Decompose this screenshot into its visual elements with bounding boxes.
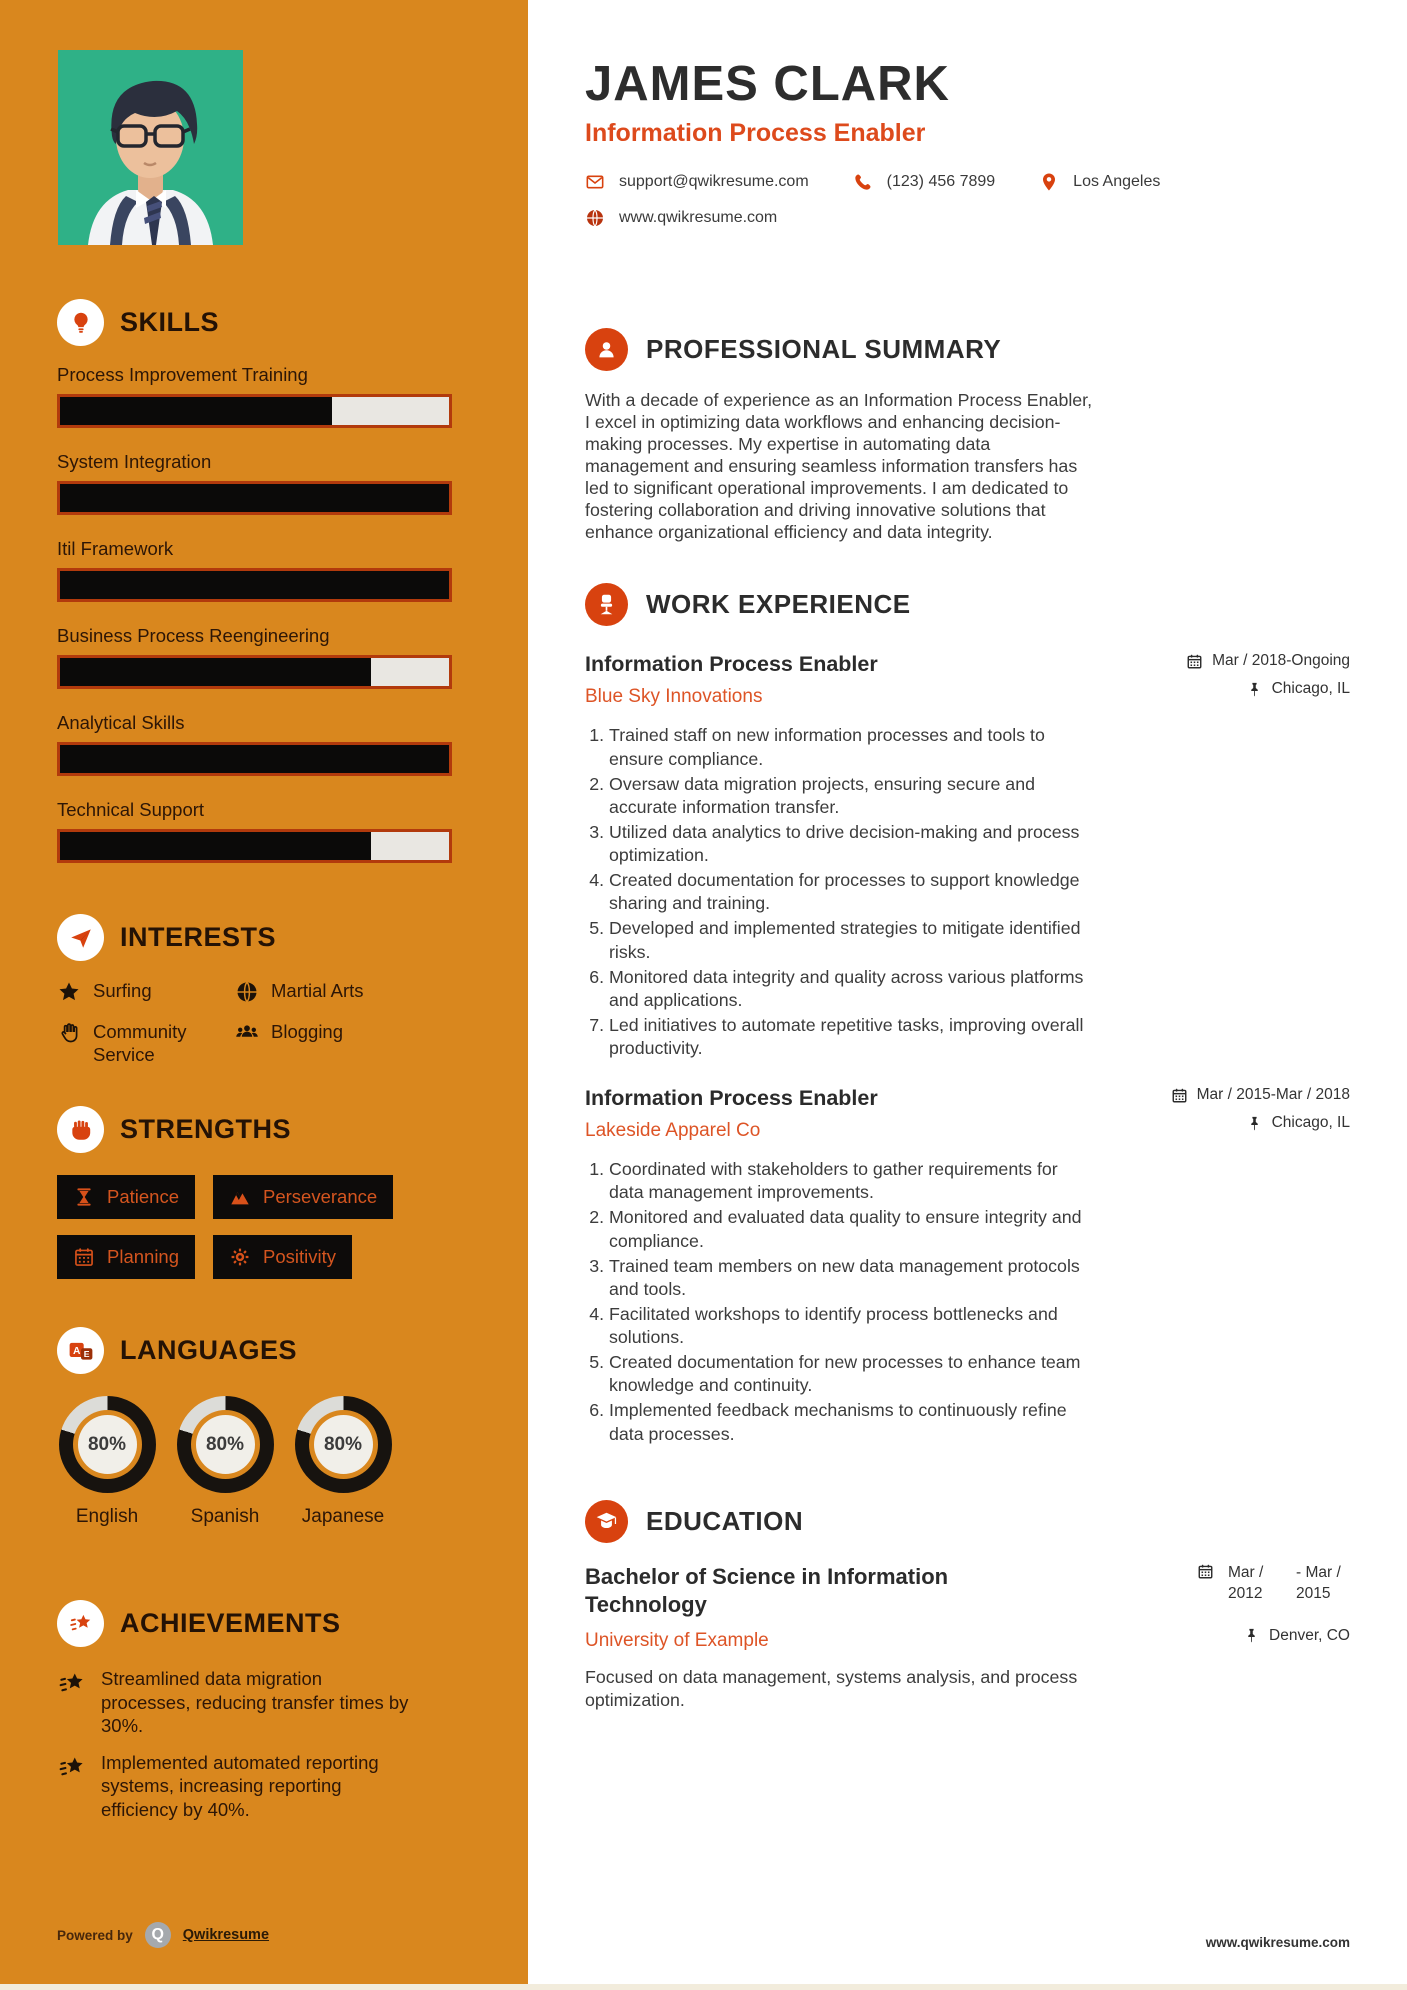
location-text: Los Angeles — [1073, 173, 1161, 190]
shooting-star-icon — [57, 1600, 104, 1647]
skill-item — [57, 625, 452, 689]
strength-badge — [213, 1235, 352, 1279]
job-location: Chicago, IL — [1271, 1114, 1350, 1132]
education-title: EDUCATION — [646, 1505, 804, 1536]
strength-badge — [57, 1235, 195, 1279]
skill-progress-bar — [57, 655, 452, 689]
skill-progress-bar — [57, 568, 452, 602]
strength-icon — [73, 1186, 95, 1208]
skills-list — [57, 364, 452, 863]
job-entry — [585, 1086, 1350, 1446]
strengths-list — [57, 1175, 452, 1279]
bullet-item: 5. Created documentation for new processes to enhance team knowledge and continuity. — [609, 1351, 1090, 1397]
strength-label: Perseverance — [263, 1186, 378, 1208]
lightbulb-icon — [57, 299, 104, 346]
interests-title: INTERESTS — [120, 922, 277, 952]
experience-section — [585, 583, 1350, 1447]
job-date: Mar / 2015-Mar / 2018 — [1196, 1086, 1350, 1104]
shooting-star-dark-icon — [57, 1753, 87, 1783]
skill-item — [57, 451, 452, 515]
education-section — [585, 1500, 1350, 1712]
skill-progress-bar — [57, 829, 452, 863]
job-location: Chicago, IL — [1271, 680, 1350, 698]
experience-title: WORK EXPERIENCE — [646, 589, 911, 620]
job-role: Information Process Enabler — [585, 652, 878, 677]
page-bottom-edge — [0, 1984, 1407, 1990]
interest-item — [235, 979, 452, 1004]
skill-label: Analytical Skills — [57, 712, 185, 733]
language-percent: 80% — [314, 1415, 373, 1474]
pushpin-icon — [1243, 1627, 1260, 1644]
interest-icon — [57, 1021, 81, 1045]
skill-label: Business Process Reengineering — [57, 625, 330, 646]
interest-item — [57, 1020, 235, 1066]
education-date-end: - Mar / 2015 — [1296, 1563, 1341, 1602]
achievement-item — [57, 1667, 452, 1737]
bullet-item: 4. Created documentation for processes to support knowledge sharing and training. — [609, 869, 1090, 915]
strength-label: Planning — [107, 1246, 180, 1268]
globe-icon — [585, 208, 605, 228]
portrait-illustration — [57, 50, 244, 245]
language-donut-chart — [59, 1396, 156, 1493]
email-text[interactable]: support@qwikresume.com — [619, 173, 809, 190]
qwikresume-link[interactable]: Qwikresume — [182, 1927, 270, 1943]
phone-text: (123) 456 7899 — [886, 173, 996, 190]
language-item — [175, 1396, 275, 1528]
interest-icon — [235, 1021, 259, 1045]
bullet-item: 2. Oversaw data migration projects, ensuring secure and accurate information transfer. — [609, 773, 1090, 819]
interest-label: Blogging — [271, 1021, 344, 1042]
languages-list — [57, 1396, 452, 1528]
languages-title: LANGUAGES — [120, 1335, 298, 1366]
language-donut-chart — [295, 1396, 392, 1493]
candidate-name: JAMES CLARK — [585, 57, 950, 111]
office-chair-icon — [585, 583, 628, 626]
calendar-icon — [1186, 653, 1203, 670]
skill-progress-bar — [57, 742, 452, 776]
strength-badge — [57, 1175, 195, 1219]
website-text[interactable]: www.qwikresume.com — [619, 209, 778, 226]
sidebar-footer — [57, 1922, 452, 1948]
job-company: Lakeside Apparel Co — [585, 1120, 761, 1142]
interest-label: Community Service — [93, 1021, 187, 1066]
bullet-item: 3. Trained team members on new data management protocols and tools. — [609, 1255, 1090, 1301]
language-percent: 80% — [196, 1415, 255, 1474]
interest-label: Martial Arts — [271, 980, 364, 1001]
footer-website[interactable]: www.qwikresume.com — [1205, 1935, 1350, 1950]
calendar-icon — [1197, 1563, 1214, 1580]
achievements-list — [57, 1667, 452, 1821]
bullet-item: 3. Utilized data analytics to drive decision-making and process optimization. — [609, 821, 1090, 867]
bullet-item: 5. Developed and implemented strategies to mitigate identified risks. — [609, 917, 1090, 963]
strength-label: Patience — [107, 1186, 179, 1208]
strengths-title: STRENGTHS — [120, 1114, 292, 1145]
skill-label: Process Improvement Training — [57, 364, 308, 385]
envelope-icon — [585, 172, 605, 192]
job-company: Blue Sky Innovations — [585, 686, 763, 708]
education-location: Denver, CO — [1269, 1626, 1350, 1644]
interest-item — [57, 979, 235, 1004]
skills-title: SKILLS — [120, 307, 220, 337]
strength-icon — [229, 1246, 251, 1268]
phone-icon — [853, 172, 873, 192]
skill-progress-bar — [57, 394, 452, 428]
powered-by-label: Powered by — [57, 1927, 133, 1943]
strength-label: Positivity — [263, 1246, 337, 1268]
location-pin-icon — [1039, 172, 1059, 192]
summary-section — [585, 328, 1350, 543]
skill-progress-bar — [57, 481, 452, 515]
education-dates — [1197, 1563, 1350, 1620]
job-bullets — [585, 1158, 1090, 1446]
shooting-star-dark-icon — [57, 1669, 87, 1699]
interests-section — [57, 914, 452, 1066]
interests-list — [57, 979, 452, 1066]
skill-item — [57, 712, 452, 776]
skill-label: System Integration — [57, 451, 212, 472]
summary-title: PROFESSIONAL SUMMARY — [646, 334, 1002, 364]
language-percent: 80% — [78, 1415, 137, 1474]
education-description: Focused on data management, systems analysis, and process optimization. — [585, 1666, 1078, 1710]
achievement-item — [57, 1751, 452, 1821]
svg-text:E: E — [83, 1348, 90, 1359]
calendar-icon — [1171, 1087, 1188, 1104]
svg-text:A: A — [72, 1345, 80, 1357]
interest-item — [235, 1020, 452, 1066]
language-item — [57, 1396, 157, 1528]
fist-icon — [57, 1106, 104, 1153]
bullet-item: 2. Monitored and evaluated data quality to ensure integrity and compliance. — [609, 1206, 1090, 1252]
language-tile-icon — [57, 1327, 104, 1374]
skill-item — [57, 538, 452, 602]
school-name: University of Example — [585, 1629, 769, 1651]
skill-label: Technical Support — [57, 799, 205, 820]
job-date: Mar / 2018-Ongoing — [1212, 652, 1350, 670]
language-donut-chart — [177, 1396, 274, 1493]
pushpin-icon — [1246, 1115, 1263, 1132]
sidebar — [0, 0, 528, 1990]
skill-item — [57, 364, 452, 428]
bullet-item: 1. Coordinated with stakeholders to gather requirements for data management improvements. — [609, 1158, 1090, 1204]
interest-icon — [57, 980, 81, 1004]
achievements-section — [57, 1600, 452, 1835]
jobs-list — [585, 652, 1350, 1445]
education-date-start: Mar / 2012 — [1228, 1563, 1264, 1602]
bullet-item: 7. Led initiatives to automate repetitive tasks, improving overall productivity. — [609, 1014, 1090, 1060]
language-label: Japanese — [301, 1506, 385, 1528]
bullet-item: 4. Facilitated workshops to identify process bottlenecks and solutions. — [609, 1303, 1090, 1349]
graduation-icon — [585, 1500, 628, 1543]
language-label: English — [75, 1506, 139, 1528]
language-item — [293, 1396, 393, 1528]
job-role: Information Process Enabler — [585, 1086, 878, 1111]
strength-icon — [229, 1186, 251, 1208]
achievement-text: Streamlined data migration processes, reducing transfer times by 30%. — [101, 1668, 409, 1736]
interest-label: Surfing — [93, 980, 152, 1001]
job-entry — [585, 652, 1350, 1060]
degree-name: Bachelor of Science in Information Technology — [585, 1563, 949, 1618]
skills-section — [57, 299, 452, 886]
skill-item — [57, 799, 452, 863]
summary-text: With a decade of experience as an Information Process Enabler, I excel in optimizing data workflows and enhancing decision-making processes. My expertise in automating data management and ensuring seamless information transfers has led to significant operational improvements. I am dedicated to fostering collaboration and driving innovative solutions that enhance organizational efficiency and data integrity. — [585, 390, 1093, 543]
skill-label: Itil Framework — [57, 538, 174, 559]
bullet-item: 6. Implemented feedback mechanisms to continuously refine data processes. — [609, 1399, 1090, 1445]
paper-plane-icon — [57, 914, 104, 961]
strengths-section — [57, 1106, 452, 1279]
candidate-title: Information Process Enabler — [585, 119, 926, 147]
main-content — [528, 0, 1407, 1990]
languages-section — [57, 1327, 452, 1528]
strength-badge — [213, 1175, 393, 1219]
interest-icon — [235, 980, 259, 1004]
qwikresume-logo: Q — [145, 1922, 171, 1948]
strength-icon — [73, 1246, 95, 1268]
achievement-text: Implemented automated reporting systems, increasing reporting efficiency by 40%. — [101, 1752, 379, 1820]
pushpin-icon — [1246, 681, 1263, 698]
person-icon — [585, 328, 628, 371]
achievements-title: ACHIEVEMENTS — [120, 1608, 341, 1639]
job-bullets — [585, 724, 1090, 1060]
website-row — [585, 208, 1350, 228]
contact-row — [585, 172, 1350, 192]
profile-photo — [57, 50, 244, 245]
bullet-item: 6. Monitored data integrity and quality across various platforms and applications. — [609, 966, 1090, 1012]
bullet-item: 1. Trained staff on new information processes and tools to ensure compliance. — [609, 724, 1090, 770]
language-label: Spanish — [190, 1506, 260, 1528]
